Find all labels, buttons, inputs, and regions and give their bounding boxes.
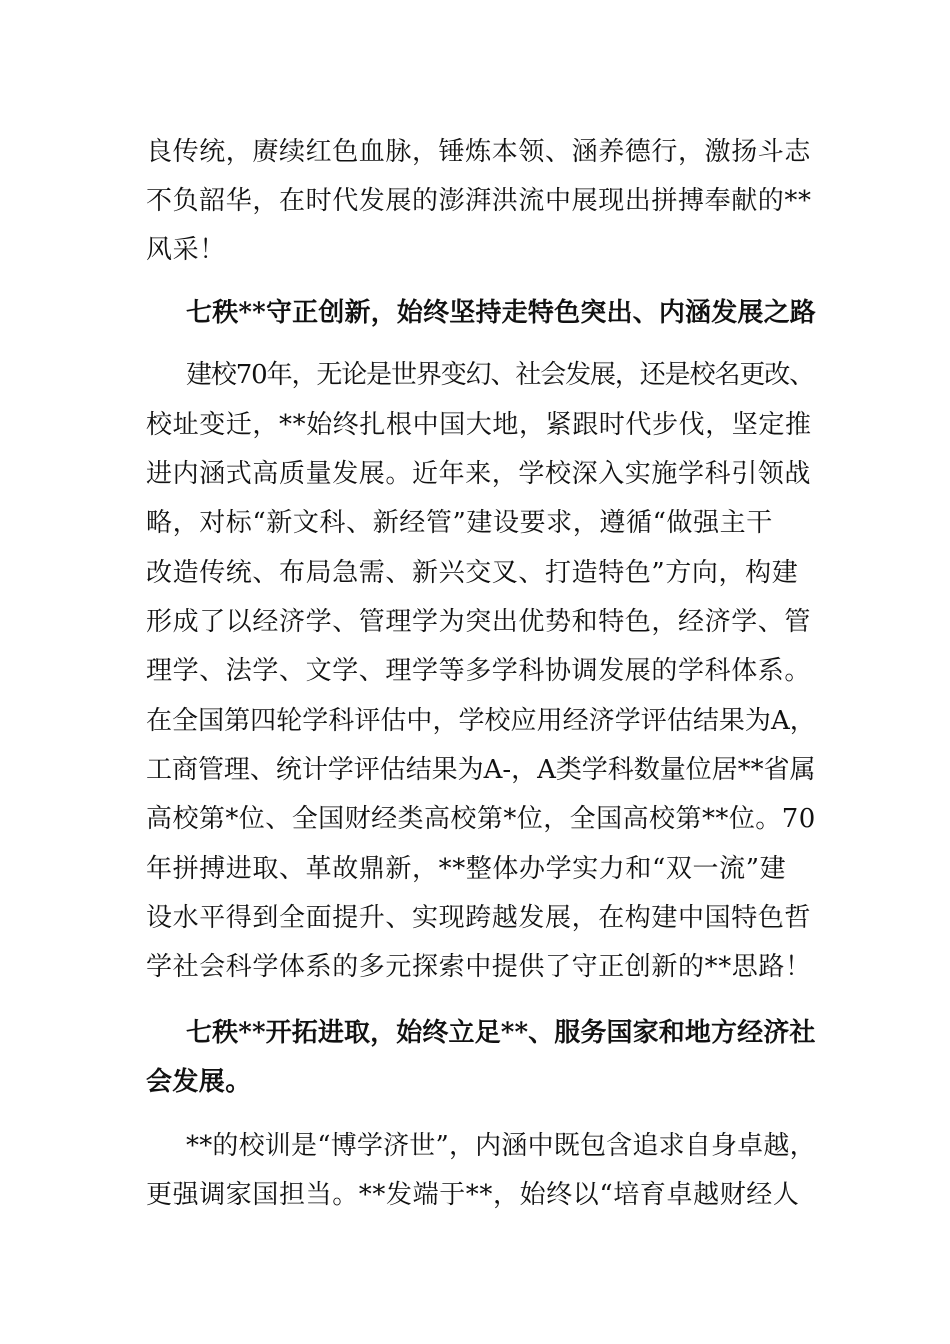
body-line: 进内涵式高质量发展。近年来，学校深入实施学科引领战 [146,459,812,489]
body-line: 不负韶华，在时代发展的澎湃洪流中展现出拼搏奉献的** [146,186,812,216]
body-line: 良传统，赓续红色血脉，锤炼本领、涵养德行，激扬斗志 [146,137,812,167]
body-line: 高校第*位、全国财经类高校第*位，全国高校第**位。70 [146,804,816,834]
body-line: 年拼搏进取、革故鼎新，**整体办学实力和“双一流”建 [146,854,787,884]
body-line: 风采！ [146,235,226,265]
section-heading: 七秩**开拓进取，始终立足**、服务国家和地方经济社 [186,1018,816,1048]
body-line: 在全国第四轮学科评估中，学校应用经济学评估结果为A， [146,706,816,736]
body-line: 校址变迁，**始终扎根中国大地，紧跟时代步伐，坚定推 [146,410,812,440]
body-line: 更强调家国担当。**发端于**，始终以“培育卓越财经人 [146,1180,800,1210]
section-heading: 七秩**守正创新，始终坚持走特色突出、内涵发展之路 [186,298,816,328]
body-line: 学社会科学体系的多元探索中提供了守正创新的**思路！ [146,952,812,982]
body-line: 建校70年，无论是世界变幻、社会发展，还是校名更改、 [186,360,814,390]
body-line: 设水平得到全面提升、实现跨越发展，在构建中国特色哲 [146,903,812,933]
body-line: 形成了以经济学、管理学为突出优势和特色，经济学、管 [146,607,812,637]
section-heading: 会发展。 [146,1067,252,1097]
body-line: 工商管理、统计学评估结果为A-，A类学科数量位居**省属 [146,755,816,785]
body-line: 改造传统、布局急需、新兴交叉、打造特色”方向，构建 [146,558,799,588]
body-line: 理学、法学、文学、理学等多学科协调发展的学科体系。 [146,656,812,686]
body-line: 略，对标“新文科、新经管”建设要求，遵循“做强主干 [146,508,773,538]
body-line: **的校训是“博学济世”，内涵中既包含追求自身卓越， [186,1131,816,1161]
